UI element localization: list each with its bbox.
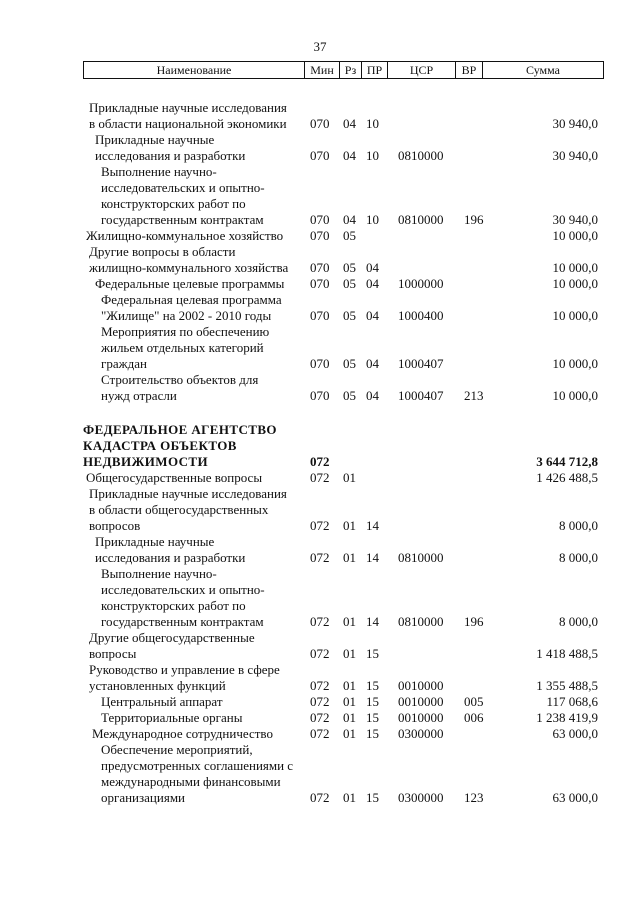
row-rz: 05 <box>343 228 356 243</box>
header-csr: ЦСР <box>388 62 456 78</box>
row-min: 070 <box>310 148 330 163</box>
row-sum: 10 000,0 <box>552 308 598 323</box>
table-row <box>0 244 640 276</box>
row-sum: 30 940,0 <box>552 148 598 163</box>
row-sum: 1 426 488,5 <box>536 470 598 485</box>
row-csr: 1000400 <box>398 308 444 323</box>
row-pr: 10 <box>366 116 379 131</box>
row-min: 070 <box>310 116 330 131</box>
row-name: Жилищно-коммунальное хозяйство <box>86 228 284 243</box>
row-name: Другие вопросы в области жилищно-коммунального хозяйства <box>89 244 289 275</box>
row-vr: 006 <box>464 710 484 725</box>
row-csr: 1000407 <box>398 388 444 403</box>
row-sum: 8 000,0 <box>559 614 598 629</box>
header-pr: ПР <box>362 62 388 78</box>
row-pr: 14 <box>366 614 379 629</box>
table-row <box>0 694 640 710</box>
row-min: 072 <box>310 646 330 661</box>
row-csr: 0810000 <box>398 212 444 227</box>
row-min: 072 <box>310 710 330 725</box>
row-name: Строительство объектов для нужд отрасли <box>101 372 259 403</box>
table-row <box>0 164 640 228</box>
row-csr: 0810000 <box>398 614 444 629</box>
row-name: Мероприятия по обеспечению жильем отдельных категорий граждан <box>101 324 270 371</box>
row-sum: 10 000,0 <box>552 356 598 371</box>
row-vr: 123 <box>464 790 484 805</box>
row-csr: 0010000 <box>398 710 444 725</box>
row-rz: 04 <box>343 212 356 227</box>
row-sum: 63 000,0 <box>552 726 598 741</box>
section-heading-row <box>0 422 640 470</box>
table-row <box>0 292 640 324</box>
row-rz: 01 <box>343 550 356 565</box>
row-csr: 1000407 <box>398 356 444 371</box>
row-name: ФЕДЕРАЛЬНОЕ АГЕНТСТВО КАДАСТРА ОБЪЕКТОВ НЕДВИЖИМОСТИ <box>83 422 277 469</box>
row-pr: 10 <box>366 212 379 227</box>
row-rz: 01 <box>343 614 356 629</box>
row-pr: 15 <box>366 694 379 709</box>
row-pr: 04 <box>366 356 379 371</box>
row-name: Прикладные научные исследования в области национальной экономики <box>89 100 287 131</box>
row-rz: 04 <box>343 148 356 163</box>
row-sum: 63 000,0 <box>552 790 598 805</box>
row-vr: 196 <box>464 614 484 629</box>
row-sum: 8 000,0 <box>559 550 598 565</box>
row-min: 070 <box>310 308 330 323</box>
row-name: Федеральные целевые программы <box>95 276 285 291</box>
row-csr: 0010000 <box>398 678 444 693</box>
table-row <box>0 276 640 292</box>
row-pr: 14 <box>366 550 379 565</box>
row-pr: 15 <box>366 790 379 805</box>
row-sum: 30 940,0 <box>552 212 598 227</box>
row-rz: 01 <box>343 726 356 741</box>
row-name: Прикладные научные исследования и разработки <box>95 132 246 163</box>
row-min: 072 <box>310 454 330 469</box>
row-min: 072 <box>310 470 330 485</box>
row-name: Выполнение научно- исследовательских и опытно- конструкторских работ по государственным контрактам <box>101 164 265 227</box>
table-header <box>83 61 604 79</box>
row-min: 070 <box>310 276 330 291</box>
row-pr: 15 <box>366 726 379 741</box>
row-name: Федеральная целевая программа "Жилище" на 2002 - 2010 годы <box>101 292 282 323</box>
table-row <box>0 742 640 806</box>
row-sum: 1 355 488,5 <box>536 678 598 693</box>
table-row <box>0 470 640 486</box>
row-sum: 3 644 712,8 <box>536 454 598 469</box>
row-min: 072 <box>310 694 330 709</box>
row-sum: 117 068,6 <box>546 694 598 709</box>
row-min: 072 <box>310 614 330 629</box>
header-min: Мин <box>305 62 340 78</box>
row-min: 072 <box>310 518 330 533</box>
header-vr: ВР <box>456 62 483 78</box>
row-name: Выполнение научно- исследовательских и опытно- конструкторских работ по государственным контрактам <box>101 566 265 629</box>
row-sum: 10 000,0 <box>552 388 598 403</box>
row-name: Прикладные научные исследования в области общегосударственных вопросов <box>89 486 287 533</box>
row-rz: 01 <box>343 518 356 533</box>
row-pr: 04 <box>366 260 379 275</box>
budget-table-body <box>0 100 640 806</box>
row-rz: 01 <box>343 678 356 693</box>
row-min: 072 <box>310 790 330 805</box>
row-rz: 05 <box>343 388 356 403</box>
row-pr: 04 <box>366 276 379 291</box>
row-csr: 0810000 <box>398 550 444 565</box>
row-name: Центральный аппарат <box>101 694 223 709</box>
row-sum: 10 000,0 <box>552 260 598 275</box>
header-sum: Сумма <box>526 62 560 77</box>
header-rz: Рз <box>340 62 362 78</box>
row-rz: 05 <box>343 260 356 275</box>
row-min: 070 <box>310 228 330 243</box>
row-min: 072 <box>310 550 330 565</box>
row-rz: 04 <box>343 116 356 131</box>
table-row <box>0 630 640 662</box>
row-csr: 0810000 <box>398 148 444 163</box>
row-name: Международное сотрудничество <box>92 726 273 741</box>
row-pr: 04 <box>366 308 379 323</box>
table-row <box>0 486 640 534</box>
row-min: 070 <box>310 212 330 227</box>
row-sum: 10 000,0 <box>552 276 598 291</box>
row-name: Обеспечение мероприятий, предусмотренных соглашениями с международными финансовыми организациями <box>101 742 294 805</box>
row-sum: 10 000,0 <box>552 228 598 243</box>
row-rz: 01 <box>343 790 356 805</box>
row-sum: 8 000,0 <box>559 518 598 533</box>
page-number: 37 <box>313 39 327 54</box>
row-pr: 04 <box>366 388 379 403</box>
table-row <box>0 372 640 404</box>
row-name: Территориальные органы <box>101 710 243 725</box>
table-row <box>0 324 640 372</box>
table-row <box>0 132 640 164</box>
row-vr: 196 <box>464 212 484 227</box>
row-min: 072 <box>310 726 330 741</box>
row-pr: 15 <box>366 678 379 693</box>
row-rz: 05 <box>343 308 356 323</box>
table-row <box>0 228 640 244</box>
row-csr: 0300000 <box>398 726 444 741</box>
row-sum: 30 940,0 <box>552 116 598 131</box>
row-csr: 0300000 <box>398 790 444 805</box>
row-rz: 01 <box>343 694 356 709</box>
row-name: Руководство и управление в сфере установленных функций <box>89 662 280 693</box>
row-min: 070 <box>310 356 330 371</box>
table-row <box>0 100 640 132</box>
row-min: 072 <box>310 678 330 693</box>
row-pr: 10 <box>366 148 379 163</box>
row-min: 070 <box>310 388 330 403</box>
table-row <box>0 662 640 694</box>
table-row <box>0 710 640 726</box>
row-sum: 1 418 488,5 <box>536 646 598 661</box>
row-csr: 0010000 <box>398 694 444 709</box>
row-rz: 01 <box>343 710 356 725</box>
row-pr: 15 <box>366 710 379 725</box>
row-rz: 01 <box>343 470 356 485</box>
row-pr: 14 <box>366 518 379 533</box>
table-row <box>0 566 640 630</box>
row-sum: 1 238 419,9 <box>536 710 598 725</box>
row-pr: 15 <box>366 646 379 661</box>
row-name: Другие общегосударственные вопросы <box>89 630 255 661</box>
row-rz: 05 <box>343 356 356 371</box>
row-csr: 1000000 <box>398 276 444 291</box>
row-vr: 005 <box>464 694 484 709</box>
row-name: Прикладные научные исследования и разработки <box>95 534 246 565</box>
header-name: Наименование <box>84 62 305 78</box>
row-vr: 213 <box>464 388 484 403</box>
row-name: Общегосударственные вопросы <box>86 470 263 485</box>
table-row <box>0 726 640 742</box>
row-rz: 05 <box>343 276 356 291</box>
row-min: 070 <box>310 260 330 275</box>
row-rz: 01 <box>343 646 356 661</box>
table-row <box>0 534 640 566</box>
